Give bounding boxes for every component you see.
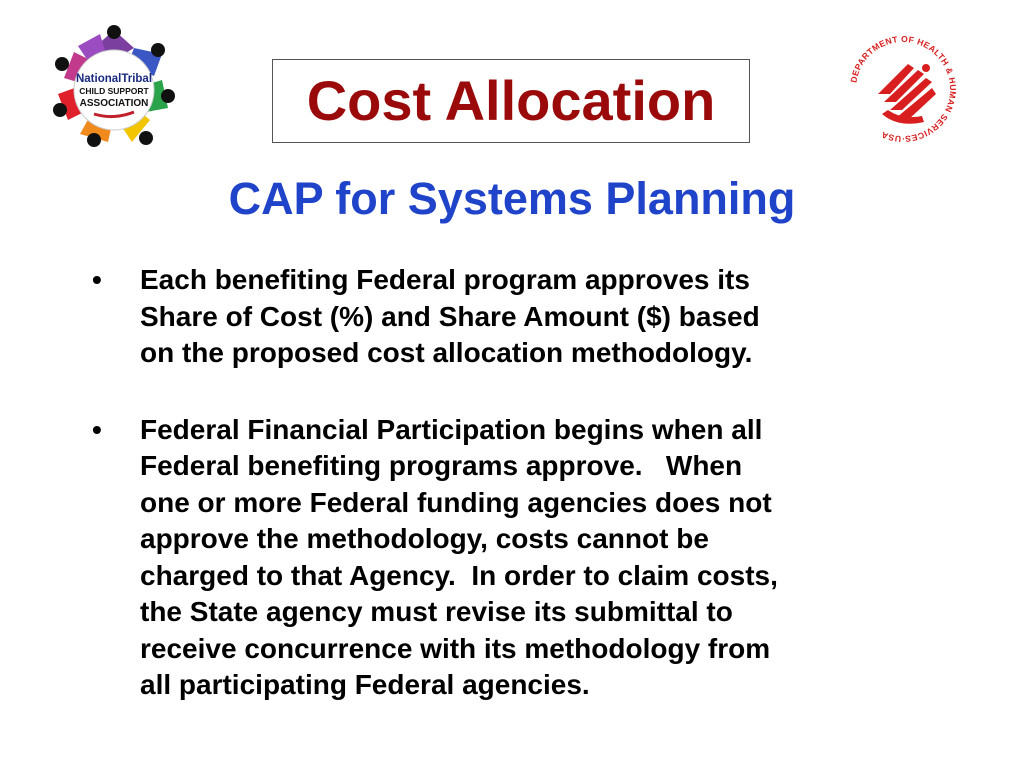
bullet-text: Each benefiting Federal program approves its Share of Cost (%) and Share Amount ($) based on the proposed cost allocation methodology. <box>140 264 760 368</box>
bullet-item <box>92 412 942 704</box>
bullet-marker-icon: • <box>92 264 102 295</box>
hhs-seal-ring-text: DEPARTMENT OF HEALTH & HUMAN SERVICES·USA <box>848 33 959 145</box>
bullet-list <box>92 262 942 704</box>
ntcsa-logo-line-2: CHILD SUPPORT <box>79 86 149 96</box>
ntcsa-logo-line-3: ASSOCIATION <box>79 98 149 109</box>
hhs-eagle-icon <box>878 64 936 124</box>
title-box <box>272 59 750 143</box>
ntcsa-logo-line-1: NationalTribal <box>75 73 153 85</box>
slide-title: Cost Allocation <box>306 69 716 132</box>
bullet-item <box>92 262 942 372</box>
bullet-marker-icon: • <box>92 413 102 445</box>
ntcsa-logo <box>50 24 178 152</box>
slide-subtitle: CAP for Systems Planning <box>228 173 796 224</box>
bullet-text: Federal Financial Participation begins when all Federal benefiting programs approve. When one or more Federal funding agencies does not approve the methodology, costs cannot be charged to that Agency. In order to claim costs, the State agency must revise its submittal to receive concurrence with its methodology from all participating Federal agencies. <box>140 413 778 700</box>
hhs-seal-logo <box>838 24 968 154</box>
